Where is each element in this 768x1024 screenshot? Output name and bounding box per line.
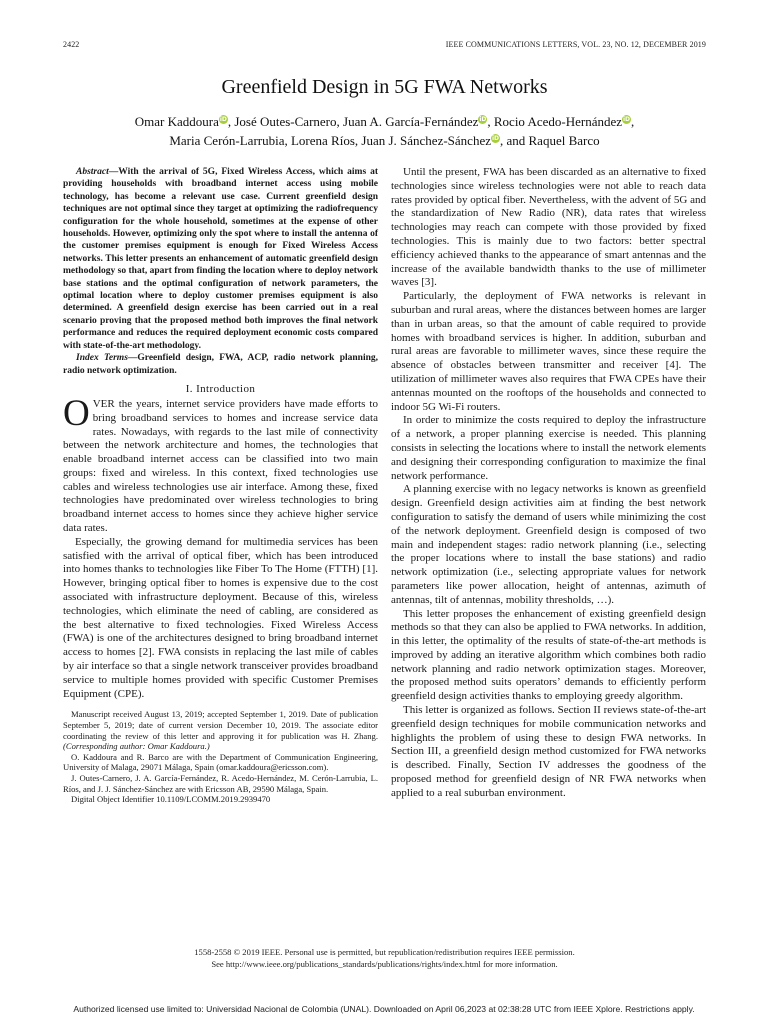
intro-paragraph-1	[63, 392, 378, 536]
author-separator: , and	[499, 133, 529, 148]
author-separator: ,	[354, 133, 362, 148]
author-name: Lorena Ríos	[290, 133, 355, 148]
author-separator: ,	[631, 114, 635, 129]
right-paragraph-2: Particularly, the deployment of FWA networks is relevant in suburban and rural areas, where the distances between homes are larger than in urban areas, so that the amount of cable required to provide homes with broadband services is higher. In addition, suburban and rural areas are favorable to millimeter waves, since these require the absence of obstacles between transmitter and receiver [4]. The utilization of millimeter waves also requires that FWA CPEs have their antennas mounted on the rooftops of the households and connected to indoor 5G Wi-Fi routers.	[391, 290, 706, 413]
author-name: Raquel Barco	[528, 133, 600, 148]
author-separator: ,	[487, 114, 494, 129]
rights-link-line: See http://www.ieee.org/publications_standards/publications/rights/index.html for more information.	[211, 958, 558, 969]
abstract-dash: —	[108, 167, 119, 177]
author-separator: ,	[336, 114, 344, 129]
right-paragraph-3: In order to minimize the costs required to deploy the infrastructure of a network, a proper planning exercise is needed. This planning consists in selecting the locations where to install the network elements and designing their corresponding configuration to maximize the final network performance.	[391, 414, 706, 482]
copyright-line: 1558-2558 © 2019 IEEE. Personal use is permitted, but republication/redistribution requires IEEE permission.	[194, 947, 575, 957]
orcid-icon[interactable]: iD	[219, 115, 227, 123]
orcid-icon[interactable]: iD	[479, 115, 487, 123]
orcid-icon[interactable]: iD	[622, 115, 631, 123]
copyright-notice	[63, 947, 706, 970]
right-paragraph-1: Until the present, FWA has been discarded as an alternative to fixed technologies since wireless technologies were not able to reach data rates provided by optical fiber. Nevertheless, with the advent of 5G and the standardization of New Radio (NR), data rates that wireless technologies may reach can compete with those provided by fixed technologies. This is mainly due to two factors: better spectral efficiency achieved thanks to the appearance of smart antennas and the increase of the available bandwidth thanks to the use of millimeter waves [3].	[391, 166, 706, 289]
footnote-manuscript	[63, 709, 378, 751]
author-name: Juan A. García-Fernández	[343, 114, 479, 129]
footnote-manuscript-text: Manuscript received August 13, 2019; accepted September 1, 2019. Date of publication September 5, 2019; date of current version December 10, 2019. The associate editor coordinating the review of this letter and approving it for publication was H. Zhang.	[63, 709, 378, 741]
footnotes	[63, 709, 378, 804]
left-column	[63, 166, 378, 805]
author-separator: ,	[284, 133, 291, 148]
author-line-2	[63, 131, 706, 150]
page-number: 2422	[63, 40, 80, 49]
index-terms-text: Greenfield design, FWA, ACP, radio network planning, radio network optimization.	[63, 353, 378, 376]
abstract-label: Abstract	[76, 167, 109, 177]
index-terms	[63, 352, 378, 377]
author-line-1	[63, 112, 706, 131]
footnote-doi: Digital Object Identifier 10.1109/LCOMM.2019.2939470	[71, 794, 271, 805]
author-separator: ,	[227, 114, 235, 129]
corresponding-author: (Corresponding author: Omar Kaddoura.)	[63, 741, 210, 752]
author-name: José Outes-Carnero	[234, 114, 337, 129]
footnote-affiliation-2: J. Outes-Carnero, J. A. García-Fernández, R. Acedo-Hernández, M. Cerón-Larrubia, L. Ríos, and J. J. Sánchez-Sánchez are with Ericsson AB, 29590 Málaga, Spain.	[63, 773, 378, 794]
abstract-text: With the arrival of 5G, Fixed Wireless Access, which aims at providing households with broadband internet access using mobile technology, has become a relevant use case. Current greenfield design techniques are not optimal since they target at optimizing the radiofrequency configuration for the whole household, sometimes at the expense of other households. However, optimizing only the spot where to install the antenna of the customer premises equipment is enough for Fixed Wireless Access networks. This letter presents an enhancement of automatic greenfield design methodology so that, apart from finding the location where to deploy network base stations and the optimal configuration of network parameters, the optimal location where to deploy customer premises equipment is also determined. A greenfield design exercise has been carried out in a real scenario proving that the proposed method both improves the final network performance and reduces the required deployment economic costs compared with state-of-the-art methodology.	[63, 167, 378, 351]
abstract	[63, 166, 378, 352]
author-name: Rocio Acedo-Hernández	[493, 114, 623, 129]
intro-paragraph-2: Especially, the growing demand for multimedia services has been satisfied with the arrival of optical fiber, which has been introduced into homes thanks to technologies like Fiber To The Home (FTTH) [1]. However, bringing optical fiber to homes is expensive due to the cost associated with infrastructure deployment. Because of this, wireless technologies, which eliminate the need of cabling, are considered as the best alternative to fixed technologies. Fixed Wireless Access (FWA) is one of the architectures designed to bring broadband internet access to homes [2]. FWA consists in replacing the last mile of cables by air interface so that a single network transceiver provides broadband service to multiple homes provided with specific Customer Premises Equipment (CPE).	[63, 535, 378, 700]
section-heading-introduction: I. Introduction	[185, 382, 256, 395]
intro-paragraph-1-text: VER the years, internet service providers have made efforts to bring broadband services to homes and increase service data rates. Nowadays, with regards to the last mile of connectivity between the network architecture and homes, the technologies that enable broadband internet access can be classified into two main groups: fixed and wireless. In this context, fixed technologies use cables and wireless technologies use air interface. Among these, fixed technologies have predominated over wireless technologies to bring broadband internet access to homes since they achieve higher service data rates.	[63, 397, 378, 535]
license-banner: Authorized licensed use limited to: Universidad Nacional de Colombia (UNAL). Downloaded on April 06,2023 at 02:38:28 UTC from IEEE Xplore. Restrictions apply.	[73, 1004, 695, 1014]
drop-cap: O	[63, 392, 90, 434]
author-name: Juan J. Sánchez-Sánchez	[361, 133, 491, 148]
author-name: Maria Cerón-Larrubia	[169, 133, 285, 148]
right-column	[391, 166, 706, 801]
right-paragraph-5: This letter proposes the enhancement of existing greenfield design methods so that they can also be applied to FWA networks. In addition, in this letter, the optimality of the results of state-of-the-art methods is improved by adding an iterative algorithm which combines both radio network planning and radio network optimization stages. Moreover, the proposed method suits operators’ demands to efficiently perform greenfield design activities thanks to employing greedy algorithm.	[391, 607, 706, 703]
paper-title: Greenfield Design in 5G FWA Networks	[221, 76, 548, 98]
index-terms-dash: —	[127, 353, 138, 364]
right-paragraph-4: A planning exercise with no legacy networks is known as greenfield design. Greenfield design activities aim at finding the best network configuration to satisfy the demand of users while minimizing the cost of the network deployment. Greenfield design is composed of two main and independent stages: radio network planning (i.e., selecting the proper locations where to install the base stations) and radio network optimization (i.e., selecting appropriate values for network parameters like power allocation, height of antennas, azimuth of antennas, tilt of antennas, mobility thresholds, …).	[391, 483, 706, 606]
orcid-icon[interactable]: iD	[491, 134, 499, 142]
index-terms-label: Index Terms	[76, 353, 128, 364]
journal-reference: IEEE COMMUNICATIONS LETTERS, VOL. 23, NO. 12, DECEMBER 2019	[445, 40, 706, 49]
footnote-affiliation-1: O. Kaddoura and R. Barco are with the Department of Communication Engineering, University of Malaga, 29071 Málaga, Spain (omar.kaddoura@ericsson.com).	[63, 751, 378, 773]
right-paragraph-6: This letter is organized as follows. Section II reviews state-of-the-art greenfield design techniques for mobile communication networks and highlights the problem of using these to design FWA networks. In Section III, a greenfield design method customized for FWA networks is described. Finally, Section IV addresses the goodness of the proposed method for greenfield design of NR FWA networks when applied to a real suburban environment.	[391, 704, 706, 799]
author-name: Omar Kaddoura	[134, 114, 219, 129]
author-list	[63, 112, 706, 150]
